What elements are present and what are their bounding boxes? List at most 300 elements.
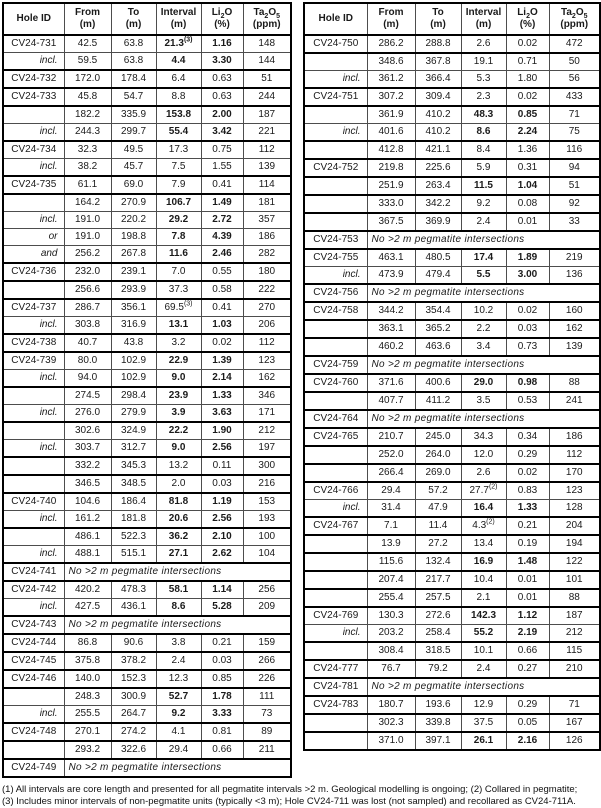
to-cell: 102.9 (111, 370, 156, 388)
ta2o5-cell: 112 (243, 334, 291, 352)
ta2o5-cell: 114 (243, 176, 291, 194)
ta2o5-cell: 226 (243, 670, 291, 688)
table-row (3, 387, 291, 405)
li2o-cell: 5.28 (201, 599, 243, 617)
from-cell: 256.6 (64, 281, 111, 299)
to-cell: 258.4 (415, 625, 461, 643)
from-cell: 286.7 (64, 299, 111, 317)
table-row (304, 71, 600, 89)
interval-cell: 13.2 (156, 457, 201, 475)
ta2o5-cell: 159 (243, 634, 291, 652)
to-cell: 178.4 (111, 70, 156, 88)
interval-cell: 5.5 (461, 267, 506, 285)
li2o-cell: 0.41 (201, 176, 243, 194)
hole-id-cell: CV24-759 (304, 356, 367, 374)
table-row (3, 159, 291, 177)
interval-cell: 4.3$^{(2)}$ (461, 517, 506, 535)
hole-id-cell: CV24-755 (304, 249, 367, 267)
hole-id-cell: CV24-769 (304, 607, 367, 625)
table-row (304, 249, 600, 267)
interval-cell: 48.3 (461, 106, 506, 124)
header-row (304, 3, 600, 35)
table-row (3, 88, 291, 106)
table-row (304, 356, 600, 374)
from-cell: 407.7 (367, 392, 415, 410)
ta2o5-cell: 244 (243, 88, 291, 106)
ta2o5-cell: 71 (549, 106, 600, 124)
to-cell: 267.8 (111, 246, 156, 264)
ta2o5-cell: 212 (243, 422, 291, 440)
to-cell: 367.8 (415, 53, 461, 71)
ta2o5-cell: 136 (549, 267, 600, 285)
hole-id-cell (304, 195, 367, 213)
interval-cell: 8.6 (461, 124, 506, 142)
ta2o5-cell: 128 (549, 500, 600, 518)
ta2o5-cell: 139 (243, 159, 291, 177)
hole-id-cell: incl. (3, 159, 64, 177)
from-cell: 286.2 (367, 35, 415, 53)
to-cell: 318.5 (415, 642, 461, 660)
to-cell: 45.7 (111, 159, 156, 177)
interval-cell: 7.0 (156, 263, 201, 281)
to-cell: 369.9 (415, 213, 461, 231)
to-cell: 479.4 (415, 267, 461, 285)
table-row (304, 284, 600, 302)
interval-cell: 58.1 (156, 581, 201, 599)
li2o-cell: 0.27 (506, 660, 549, 678)
from-cell: 191.0 (64, 229, 111, 246)
hole-id-cell: incl. (3, 370, 64, 388)
li2o-cell: 0.75 (201, 141, 243, 159)
ta2o5-cell: 219 (549, 249, 600, 267)
li2o-cell: 0.98 (506, 374, 549, 392)
table-row (304, 124, 600, 142)
interval-cell: 10.1 (461, 642, 506, 660)
table-row (304, 732, 600, 750)
to-cell: 339.8 (415, 714, 461, 732)
hole-id-cell: incl. (3, 53, 64, 71)
to-cell: 270.9 (111, 194, 156, 212)
table-row (304, 517, 600, 535)
table-row (304, 696, 600, 714)
hole-id-cell (304, 571, 367, 589)
interval-cell: 2.4 (461, 213, 506, 231)
ta2o5-cell: 187 (549, 607, 600, 625)
table-row (3, 759, 291, 777)
results-table-right (303, 2, 601, 751)
no-intersection-note-cell: No >2 m pegmatite intersections (367, 231, 600, 249)
from-cell: 244.3 (64, 124, 111, 142)
ta2o5-cell: 186 (243, 229, 291, 246)
ta2o5-cell: 433 (549, 88, 600, 106)
hole-id-cell (3, 528, 64, 546)
interval-cell: 9.0 (156, 370, 201, 388)
from-cell: 13.9 (367, 535, 415, 553)
hole-id-cell: CV24-750 (304, 35, 367, 53)
interval-cell: 12.3 (156, 670, 201, 688)
hole-id-cell (304, 392, 367, 410)
to-cell: 49.5 (111, 141, 156, 159)
hole-id-cell: CV24-760 (304, 374, 367, 392)
hole-id-cell: CV24-758 (304, 302, 367, 320)
li2o-cell: 2.72 (201, 212, 243, 229)
hole-id-cell: incl. (304, 71, 367, 89)
li2o-cell: 1.48 (506, 553, 549, 571)
table-row (3, 706, 291, 724)
li2o-cell: 0.81 (201, 723, 243, 741)
interval-cell: 22.9 (156, 352, 201, 370)
from-cell: 307.2 (367, 88, 415, 106)
to-cell: 263.4 (415, 177, 461, 195)
hole-id-cell: CV24-753 (304, 231, 367, 249)
from-cell: 361.2 (367, 71, 415, 89)
table-row (3, 457, 291, 475)
hole-id-cell (304, 338, 367, 356)
to-cell: 54.7 (111, 88, 156, 106)
from-cell: 61.1 (64, 176, 111, 194)
col-header-to: To (m) (415, 3, 461, 35)
from-cell: 94.0 (64, 370, 111, 388)
table-row (3, 106, 291, 124)
to-cell: 288.8 (415, 35, 461, 53)
col-header-from: From (m) (367, 3, 415, 35)
table-row (304, 177, 600, 195)
interval-cell: 10.2 (461, 302, 506, 320)
hole-id-cell: CV24-783 (304, 696, 367, 714)
interval-cell: 17.3 (156, 141, 201, 159)
li2o-cell: 0.63 (201, 88, 243, 106)
ta2o5-cell: 186 (549, 428, 600, 446)
li2o-cell: 1.16 (201, 35, 243, 53)
hole-id-cell: incl. (304, 267, 367, 285)
interval-cell: 2.4 (461, 660, 506, 678)
from-cell: 45.8 (64, 88, 111, 106)
hole-id-cell: CV24-777 (304, 660, 367, 678)
li2o-cell: 0.73 (506, 338, 549, 356)
interval-cell: 12.0 (461, 446, 506, 464)
table-row (3, 70, 291, 88)
from-cell: 460.2 (367, 338, 415, 356)
to-cell: 11.4 (415, 517, 461, 535)
to-cell: 193.6 (415, 696, 461, 714)
from-cell: 361.9 (367, 106, 415, 124)
to-cell: 335.9 (111, 106, 156, 124)
li2o-cell: 2.46 (201, 246, 243, 264)
from-cell: 274.5 (64, 387, 111, 405)
to-cell: 220.2 (111, 212, 156, 229)
to-cell: 436.1 (111, 599, 156, 617)
from-cell: 203.2 (367, 625, 415, 643)
table-row (304, 338, 600, 356)
hole-id-cell: incl. (3, 405, 64, 423)
li2o-cell: 0.34 (506, 428, 549, 446)
ta2o5-cell: 167 (549, 714, 600, 732)
ta2o5-cell: 112 (243, 141, 291, 159)
from-cell: 251.9 (367, 177, 415, 195)
from-cell: 412.8 (367, 141, 415, 159)
ta2o5-cell: 162 (549, 320, 600, 338)
hole-id-cell: CV24-741 (3, 563, 64, 581)
li2o-cell: 0.01 (506, 571, 549, 589)
to-cell: 198.8 (111, 229, 156, 246)
to-cell: 186.4 (111, 493, 156, 511)
table-row (3, 334, 291, 352)
table-row (304, 714, 600, 732)
li2o-cell: 0.71 (506, 53, 549, 71)
li2o-cell: 0.41 (201, 299, 243, 317)
col-header-interval: Interval (m) (156, 3, 201, 35)
to-cell: 257.5 (415, 589, 461, 607)
interval-cell: 9.2 (156, 706, 201, 724)
to-cell: 225.6 (415, 159, 461, 177)
from-cell: 255.4 (367, 589, 415, 607)
table-row (3, 511, 291, 529)
from-cell: 270.1 (64, 723, 111, 741)
header-row (3, 3, 291, 35)
ta2o5-cell: 112 (549, 446, 600, 464)
table-row (3, 229, 291, 246)
from-cell: 38.2 (64, 159, 111, 177)
to-cell: 181.8 (111, 511, 156, 529)
to-cell: 312.7 (111, 440, 156, 458)
table-row (3, 246, 291, 264)
col-header-to: To (m) (111, 3, 156, 35)
hole-id-cell: incl. (3, 511, 64, 529)
li2o-cell: 2.56 (201, 440, 243, 458)
hole-id-cell (304, 589, 367, 607)
table-row (3, 546, 291, 564)
hole-id-cell: CV24-740 (3, 493, 64, 511)
to-cell: 322.6 (111, 741, 156, 759)
to-cell: 480.5 (415, 249, 461, 267)
no-intersection-note-cell: No >2 m pegmatite intersections (64, 759, 291, 777)
table-row (3, 317, 291, 335)
interval-cell: 8.6 (156, 599, 201, 617)
interval-cell: 4.1 (156, 723, 201, 741)
interval-cell: 9.0 (156, 440, 201, 458)
li2o-cell: 1.33 (506, 500, 549, 518)
from-cell: 59.5 (64, 53, 111, 71)
ta2o5-cell: 209 (243, 599, 291, 617)
ta2o5-cell: 210 (549, 660, 600, 678)
interval-cell: 10.4 (461, 571, 506, 589)
to-cell: 217.7 (415, 571, 461, 589)
interval-cell: 55.2 (461, 625, 506, 643)
table-row (304, 88, 600, 106)
ta2o5-cell: 194 (549, 535, 600, 553)
ta2o5-cell: 211 (243, 741, 291, 759)
to-cell: 274.2 (111, 723, 156, 741)
interval-cell: 23.9 (156, 387, 201, 405)
ta2o5-cell: 171 (243, 405, 291, 423)
from-cell: 375.8 (64, 652, 111, 670)
to-cell: 299.7 (111, 124, 156, 142)
ta2o5-cell: 51 (243, 70, 291, 88)
hole-id-cell: CV24-766 (304, 482, 367, 500)
ta2o5-cell: 170 (549, 464, 600, 482)
li2o-cell: 1.89 (506, 249, 549, 267)
to-cell: 378.2 (111, 652, 156, 670)
ta2o5-cell: 256 (243, 581, 291, 599)
interval-cell: 12.9 (461, 696, 506, 714)
table-row (304, 320, 600, 338)
interval-cell: 2.6 (461, 464, 506, 482)
table-row (3, 35, 291, 53)
li2o-cell: 0.11 (201, 457, 243, 475)
to-cell: 356.1 (111, 299, 156, 317)
hole-id-cell (304, 553, 367, 571)
to-cell: 410.2 (415, 124, 461, 142)
interval-cell: 27.7$^{(2)}$ (461, 482, 506, 500)
table-row (304, 53, 600, 71)
hole-id-cell: CV24-751 (304, 88, 367, 106)
no-intersection-note-cell: No >2 m pegmatite intersections (367, 356, 600, 374)
to-cell: 90.6 (111, 634, 156, 652)
to-cell: 79.2 (415, 660, 461, 678)
li2o-cell: 0.66 (201, 741, 243, 759)
interval-cell: 7.8 (156, 229, 201, 246)
hole-id-cell: CV24-743 (3, 616, 64, 634)
from-cell: 172.0 (64, 70, 111, 88)
to-cell: 69.0 (111, 176, 156, 194)
table-row (304, 535, 600, 553)
to-cell: 324.9 (111, 422, 156, 440)
no-intersection-note-cell: No >2 m pegmatite intersections (367, 284, 600, 302)
li2o-cell: 0.66 (506, 642, 549, 660)
interval-cell: 29.2 (156, 212, 201, 229)
li2o-cell: 0.83 (506, 482, 549, 500)
interval-cell: 21.3$^{(3)}$ (156, 35, 201, 53)
li2o-cell: 3.63 (201, 405, 243, 423)
hole-id-cell (304, 464, 367, 482)
to-cell: 279.9 (111, 405, 156, 423)
table-row (304, 589, 600, 607)
li2o-cell: 3.42 (201, 124, 243, 142)
hole-id-cell: incl. (304, 625, 367, 643)
li2o-cell: 0.85 (201, 670, 243, 688)
hole-id-cell: CV24-736 (3, 263, 64, 281)
from-cell: 40.7 (64, 334, 111, 352)
hole-id-cell: CV24-752 (304, 159, 367, 177)
interval-cell: 142.3 (461, 607, 506, 625)
interval-cell: 19.1 (461, 53, 506, 71)
from-cell: 7.1 (367, 517, 415, 535)
from-cell: 248.3 (64, 688, 111, 706)
to-cell: 264.7 (111, 706, 156, 724)
to-cell: 132.4 (415, 553, 461, 571)
hole-id-cell (304, 714, 367, 732)
ta2o5-cell: 222 (243, 281, 291, 299)
li2o-cell: 1.55 (201, 159, 243, 177)
table-row (3, 263, 291, 281)
footnote-1: (1) All intervals are core length and presented for all pegmatite intervals >2 m. Geological modelling is ongoing; (2) Collared in pegmatite; (2, 784, 578, 795)
table-row (3, 652, 291, 670)
interval-cell: 27.1 (156, 546, 201, 564)
li2o-cell: 2.16 (506, 732, 549, 750)
ta2o5-cell: 101 (549, 571, 600, 589)
table-row (304, 500, 600, 518)
from-cell: 80.0 (64, 352, 111, 370)
ta2o5-cell: 116 (549, 141, 600, 159)
li2o-cell: 0.85 (506, 106, 549, 124)
ta2o5-cell: 123 (549, 482, 600, 500)
li2o-cell: 0.02 (201, 334, 243, 352)
table-row (3, 53, 291, 71)
ta2o5-cell: 193 (243, 511, 291, 529)
hole-id-cell (3, 281, 64, 299)
from-cell: 180.7 (367, 696, 415, 714)
from-cell: 420.2 (64, 581, 111, 599)
ta2o5-cell: 346 (243, 387, 291, 405)
to-cell: 245.0 (415, 428, 461, 446)
to-cell: 522.3 (111, 528, 156, 546)
hole-id-cell: and (3, 246, 64, 264)
hole-id-cell (304, 642, 367, 660)
table-row (304, 106, 600, 124)
col-header-ta2o5: $Ta_2O_5$ (ppm) (549, 3, 600, 35)
ta2o5-cell: 212 (549, 625, 600, 643)
hole-id-cell (304, 732, 367, 750)
table-row (3, 528, 291, 546)
hole-id-cell: incl. (3, 440, 64, 458)
from-cell: 308.4 (367, 642, 415, 660)
hole-id-cell: CV24-742 (3, 581, 64, 599)
from-cell: 371.0 (367, 732, 415, 750)
to-cell: 366.4 (415, 71, 461, 89)
ta2o5-cell: 241 (549, 392, 600, 410)
to-cell: 365.2 (415, 320, 461, 338)
li2o-cell: 1.78 (201, 688, 243, 706)
hole-id-cell (304, 141, 367, 159)
from-cell: 104.6 (64, 493, 111, 511)
interval-cell: 20.6 (156, 511, 201, 529)
li2o-cell: 2.56 (201, 511, 243, 529)
li2o-cell: 0.05 (506, 714, 549, 732)
ta2o5-cell: 197 (243, 440, 291, 458)
li2o-cell: 1.33 (201, 387, 243, 405)
to-cell: 264.0 (415, 446, 461, 464)
to-cell: 342.2 (415, 195, 461, 213)
li2o-cell: 3.30 (201, 53, 243, 71)
ta2o5-cell: 266 (243, 652, 291, 670)
ta2o5-cell: 187 (243, 106, 291, 124)
hole-id-cell: CV24-737 (3, 299, 64, 317)
results-table-left (2, 2, 292, 778)
from-cell: 401.6 (367, 124, 415, 142)
ta2o5-cell: 139 (549, 338, 600, 356)
table-row (3, 670, 291, 688)
to-cell: 57.2 (415, 482, 461, 500)
li2o-cell: 1.36 (506, 141, 549, 159)
table-row (3, 176, 291, 194)
ta2o5-cell: 181 (243, 194, 291, 212)
table-row (3, 422, 291, 440)
interval-cell: 3.4 (461, 338, 506, 356)
table-row (3, 493, 291, 511)
from-cell: 232.0 (64, 263, 111, 281)
from-cell: 32.3 (64, 141, 111, 159)
table-row (304, 159, 600, 177)
hole-id-cell (3, 741, 64, 759)
from-cell: 486.1 (64, 528, 111, 546)
interval-cell: 22.2 (156, 422, 201, 440)
table-row (304, 678, 600, 696)
to-cell: 63.8 (111, 35, 156, 53)
hole-id-cell: or (3, 229, 64, 246)
table-row (3, 352, 291, 370)
to-cell: 348.5 (111, 475, 156, 493)
hole-id-cell (304, 535, 367, 553)
